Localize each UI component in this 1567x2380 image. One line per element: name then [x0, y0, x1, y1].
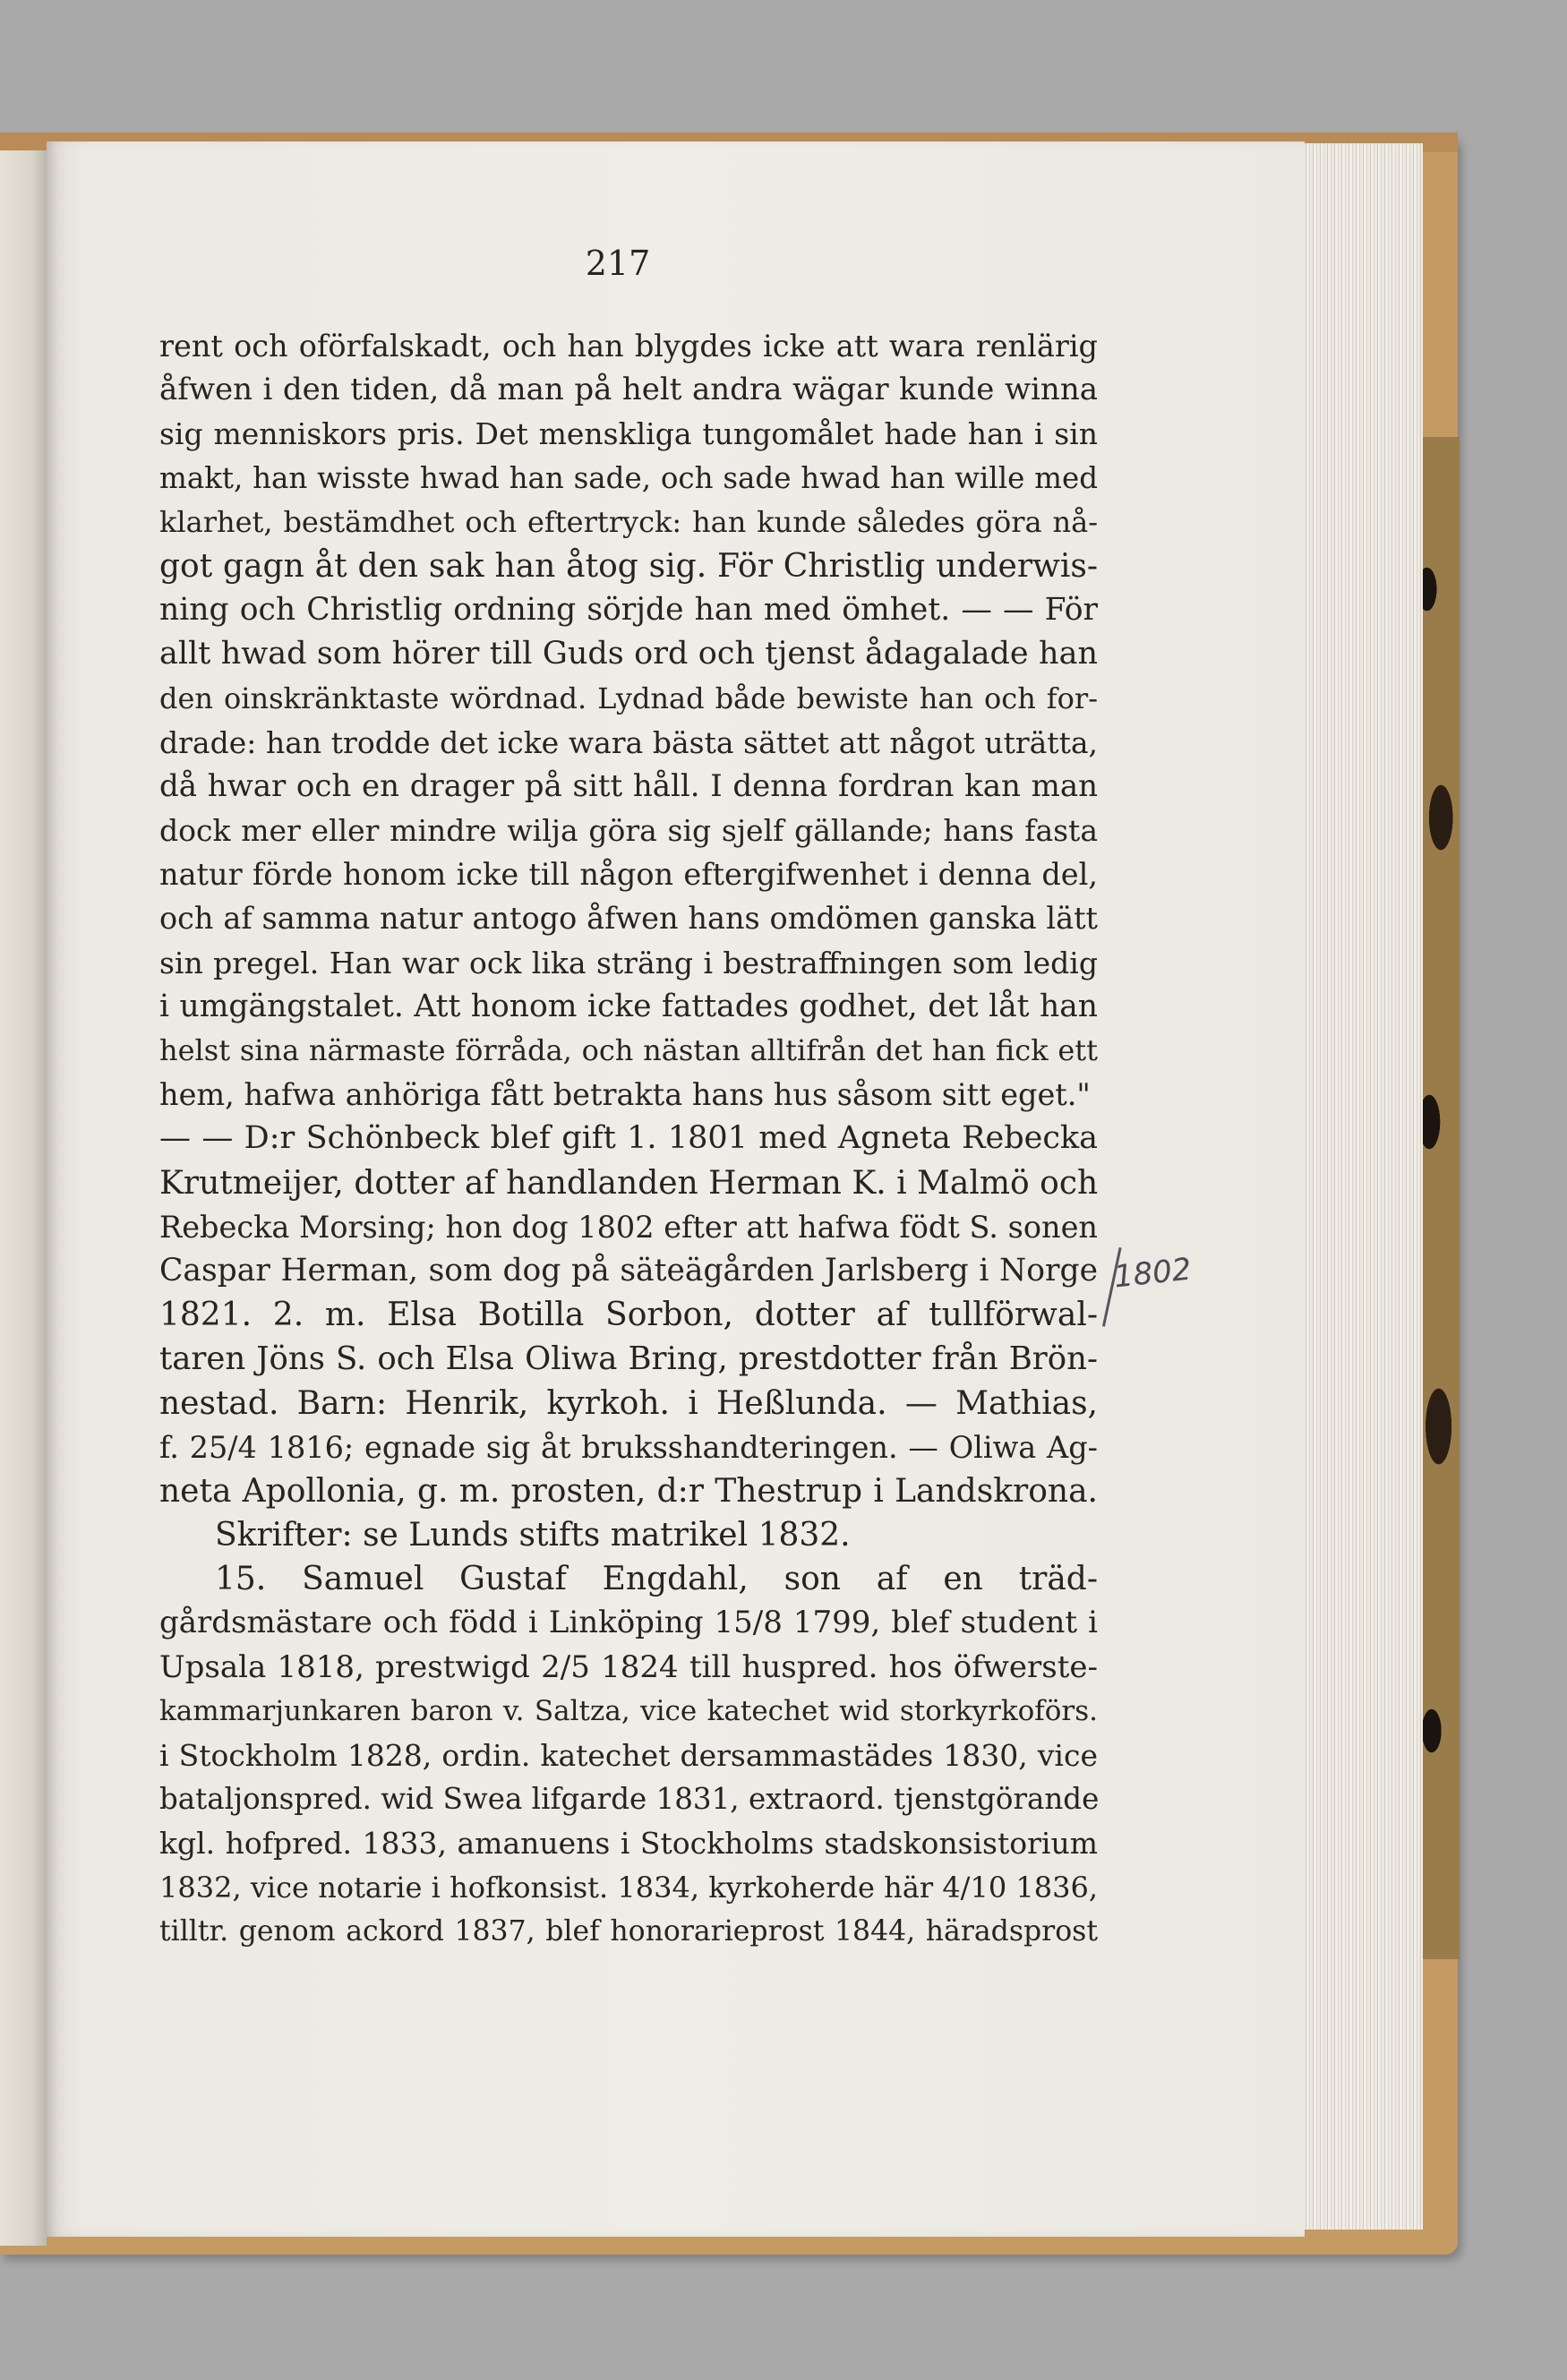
body-text [159, 324, 1098, 1954]
text-line: Krutmeijer, dotter af handlanden Herman K. i Malmö och [159, 1164, 1099, 1202]
text-line: natur förde honom icke till någon eftergifwenhet i denna del, [159, 857, 1098, 893]
text-line: ning och Christlig ordning sörjde han med ömhet. — — För [159, 592, 1098, 629]
text-line: drade: han trodde det icke wara bästa sättet att något uträtta, [159, 724, 1098, 760]
text-line: taren Jöns S. och Elsa Oliwa Bring, prestdotter från Brön- [159, 1340, 1098, 1378]
left-page-sliver [0, 150, 47, 2246]
text-line: då hwar och en drager på sitt håll. I denna fordran kan man [159, 767, 1098, 804]
text-line: nestad. Barn: Henrik, kyrkoh. i Heßlunda. — Mathias, [159, 1384, 1098, 1422]
text-line: sin pregel. Han war ock lika sträng i bestraffningen som ledig [159, 945, 1098, 980]
entry-heading-line: 15. Samuel Gustaf Engdahl, son af en träd- [215, 1561, 1098, 1598]
text-line: i Stockholm 1828, ordin. katechet dersammastädes 1830, vice [159, 1738, 1098, 1773]
text-line: got gagn åt den sak han åtog sig. För Christlig underwis- [159, 547, 1098, 585]
text-line: Rebecka Morsing; hon dog 1802 efter att hafwa födt S. sonen [159, 1209, 1098, 1245]
margin-note: 1802 [1112, 1251, 1194, 1296]
text-line: dock mer eller mindre wilja göra sig sjelf gällande; hans fasta [159, 813, 1098, 849]
text-line: allt hwad som hörer till Guds ord och tjenst ådagalade han [159, 636, 1098, 672]
text-line: Caspar Herman, som dog på säteägården Jarlsberg i Norge [159, 1252, 1098, 1288]
text-line: makt, han wisste hwad han sade, och sade hwad han wille med [159, 460, 1098, 495]
text-line: bataljonspred. wid Swea lifgarde 1831, extraord. tjenstgörande [159, 1782, 1100, 1817]
text-line: — — D:r Schönbeck blef gift 1. 1801 med Agneta Rebecka [159, 1120, 1098, 1157]
text-line: kammarjunkaren baron v. Saltza, vice katechet wid storkyrkoförs. [159, 1694, 1098, 1727]
text-line: gårdsmästare och född i Linköping 15/8 1799, blef student i [159, 1605, 1098, 1641]
text-line: klarhet, bestämdhet och eftertryck: han kunde således göra nå- [159, 504, 1098, 539]
text-line: f. 25/4 1816; egnade sig åt bruksshandteringen. — Oliwa Ag- [159, 1429, 1098, 1465]
text-line: Skrifter: se Lunds stifts matrikel 1832. [215, 1517, 851, 1554]
text-line: den oinskränktaste wördnad. Lydnad både bewiste han och for- [159, 681, 1098, 715]
text-line: åfwen i den tiden, då man på helt andra wägar kunde winna [159, 372, 1098, 408]
text-line: kgl. hofpred. 1833, amanuens i Stockholms stadskonsistorium [159, 1826, 1098, 1862]
text-line: och af samma natur antogo åfwen hans omdömen ganska lätt [159, 901, 1098, 937]
text-line: Upsala 1818, prestwigd 2/5 1824 till huspred. hos öfwerste- [159, 1648, 1098, 1685]
page-number: 217 [585, 244, 651, 283]
text-line: helst sina närmaste förråda, och nästan alltifrån det han fick ett [159, 1033, 1098, 1067]
text-line: sig menniskors pris. Det menskliga tungomålet hade han i sin [159, 416, 1098, 452]
text-line: i umgängstalet. Att honom icke fattades godhet, det låt han [159, 988, 1098, 1024]
text-line: hem, hafwa anhöriga fått betrakta hans hus såsom sitt eget." [159, 1077, 1091, 1113]
text-line: 1821. 2. m. Elsa Botilla Sorbon, dotter af tullförwal- [159, 1297, 1098, 1334]
text-line: neta Apollonia, g. m. prosten, d:r Thestrup i Landskrona. [159, 1472, 1098, 1510]
text-line: 1832, vice notarie i hofkonsist. 1834, kyrkoherde här 4/10 1836, [159, 1870, 1098, 1905]
text-line: rent och oförfalskadt, och han blygdes icke att wara renlärig [159, 329, 1098, 364]
text-line: tilltr. genom ackord 1837, blef honorarieprost 1844, häradsprost [159, 1914, 1098, 1948]
